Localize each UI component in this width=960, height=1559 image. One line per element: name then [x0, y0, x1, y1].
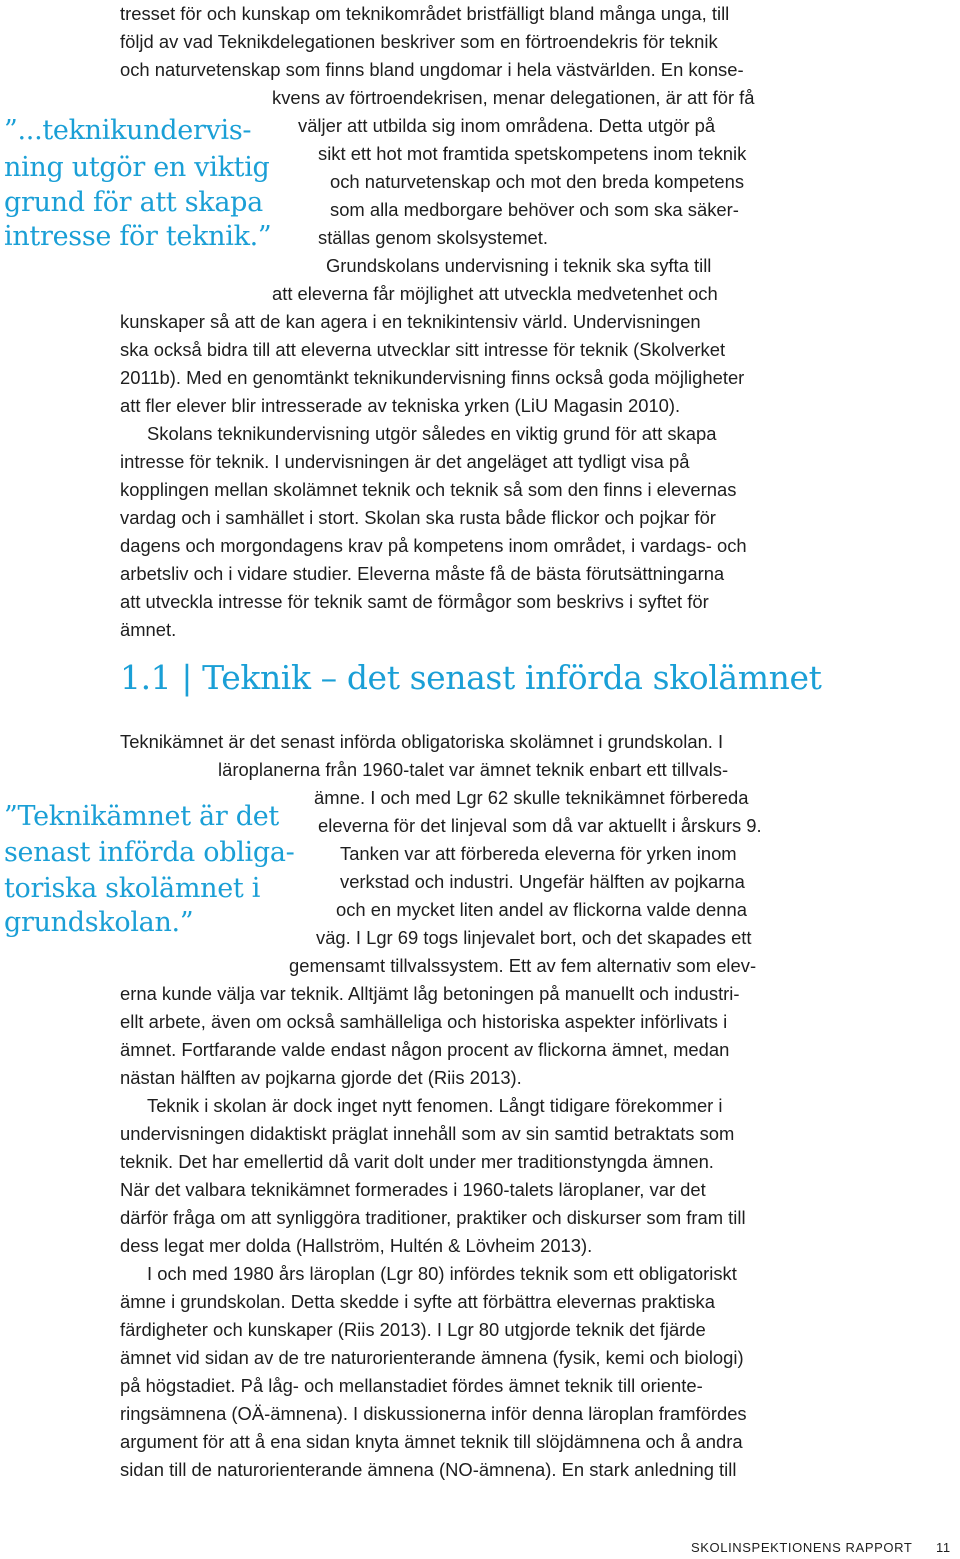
body-line: väg. I Lgr 69 togs linjevalet bort, och det skapades ett [316, 927, 752, 948]
pull-quote-line: intresse för teknik.” [4, 221, 272, 252]
body-line: ämne. I och med Lgr 62 skulle teknikämnet förbereda [314, 787, 749, 808]
pull-quote-line: senast införda obliga- [4, 837, 295, 868]
body-line: och naturvetenskap som finns bland ungdomar i hela västvärlden. En konse- [120, 59, 744, 80]
body-line: följd av vad Teknikdelegationen beskriver som en förtroendekris för teknik [120, 31, 718, 52]
body-line: vardag och i samhället i stort. Skolan ska rusta både flickor och pojkar för [120, 507, 716, 528]
body-line: ämne i grundskolan. Detta skedde i syfte att förbättra elevernas praktiska [120, 1291, 715, 1312]
body-line: argument för att å ena sidan knyta ämnet teknik till slöjdämnena och å andra [120, 1431, 743, 1452]
body-line: och en mycket liten andel av flickorna valde denna [336, 899, 747, 920]
pull-quote-line: ”Teknikämnet är det [4, 801, 279, 832]
body-line: Tanken var att förbereda eleverna för yrken inom [340, 843, 737, 864]
section-heading: 1.1 | Teknik – det senast införda skolämnet [120, 658, 822, 697]
body-line: på högstadiet. På låg- och mellanstadiet fördes ämnet teknik till oriente- [120, 1375, 703, 1396]
body-line: teknik. Det har emellertid då varit dolt under mer traditionstyngda ämnen. [120, 1151, 714, 1172]
body-line: som alla medborgare behöver och som ska säker- [330, 199, 739, 220]
body-line: dess legat mer dolda (Hallström, Hultén & Lövheim 2013). [120, 1235, 593, 1256]
body-line: verkstad och industri. Ungefär hälften av pojkarna [340, 871, 745, 892]
body-line: därför fråga om att synliggöra traditioner, praktiker och diskurser som fram till [120, 1207, 746, 1228]
body-line: Teknikämnet är det senast införda obligatoriska skolämnet i grundskolan. I [120, 731, 724, 752]
body-line: gemensamt tillvalssystem. Ett av fem alternativ som elev- [289, 955, 757, 976]
body-line: kvens av förtroendekrisen, menar delegationen, är att för få [272, 87, 755, 108]
body-line: väljer att utbilda sig inom områdena. Detta utgör på [298, 115, 716, 136]
body-line: ställas genom skolsystemet. [318, 227, 548, 248]
body-line: intresse för teknik. I undervisningen är det angeläget att tydligt visa på [120, 451, 690, 472]
body-line: att eleverna får möjlighet att utveckla medvetenhet och [272, 283, 718, 304]
body-line: eleverna för det linjeval som då var aktuellt i årskurs 9. [318, 815, 762, 836]
pull-quote-line: toriska skolämnet i [4, 873, 261, 904]
body-line: och naturvetenskap och mot den breda kompetens [330, 171, 745, 192]
body-line: läroplanerna från 1960-talet var ämnet teknik enbart ett tillvals- [218, 759, 729, 780]
body-line: sidan till de naturorienterande ämnena (NO-ämnena). En stark anledning till [120, 1459, 737, 1480]
body-line: 2011b). Med en genomtänkt teknikundervisning finns också goda möjligheter [120, 367, 745, 388]
body-line: Grundskolans undervisning i teknik ska syfta till [326, 255, 712, 276]
page-number: 11 [936, 1540, 951, 1555]
body-line: Skolans teknikundervisning utgör således en viktig grund för att skapa [147, 423, 717, 444]
body-line: ska också bidra till att eleverna utvecklar sitt intresse för teknik (Skolverket [120, 339, 726, 360]
body-line: sikt ett hot mot framtida spetskompetens inom teknik [318, 143, 747, 164]
body-line: ämnet. Fortfarande valde endast någon procent av flickorna ämnet, medan [120, 1039, 730, 1060]
body-line: När det valbara teknikämnet formerades i 1960-talets läroplaner, var det [120, 1179, 706, 1200]
body-line: ämnet. [120, 619, 177, 640]
body-line: tresset för och kunskap om teknikområdet bristfälligt bland många unga, till [120, 3, 730, 24]
pull-quote-line: grundskolan.” [4, 907, 194, 938]
body-line: färdigheter och kunskaper (Riis 2013). I Lgr 80 utgjorde teknik det fjärde [120, 1319, 706, 1340]
body-line: ellt arbete, även om också samhälleliga och historiska aspekter införlivats i [120, 1011, 728, 1032]
pull-quote-line: ”...teknikundervis- [4, 115, 252, 146]
body-line: arbetsliv och i vidare studier. Eleverna måste få de bästa förutsättningarna [120, 563, 725, 584]
body-line: nästan hälften av pojkarna gjorde det (Riis 2013). [120, 1067, 522, 1088]
body-line: I och med 1980 års läroplan (Lgr 80) infördes teknik som ett obligatoriskt [147, 1263, 737, 1284]
body-line: Teknik i skolan är dock inget nytt fenomen. Långt tidigare förekommer i [147, 1095, 723, 1116]
body-line: kunskaper så att de kan agera i en teknikintensiv värld. Undervisningen [120, 311, 701, 332]
footer-report-name: SKOLINSPEKTIONENS RAPPORT [691, 1540, 913, 1555]
body-line: ringsämnena (OÄ-ämnena). I diskussionerna inför denna läroplan framfördes [120, 1403, 747, 1424]
body-line: erna kunde välja var teknik. Alltjämt låg betoningen på manuellt och industri- [120, 983, 740, 1004]
body-line: dagens och morgondagens krav på kompetens inom området, i vardags- och [120, 535, 747, 556]
body-line: undervisningen didaktiskt präglat innehåll som av sin samtid betraktats som [120, 1123, 735, 1144]
body-line: kopplingen mellan skolämnet teknik och teknik så som den finns i elevernas [120, 479, 737, 500]
body-line: att utveckla intresse för teknik samt de förmågor som beskrivs i syftet för [120, 591, 709, 612]
pull-quote-line: grund för att skapa [4, 187, 263, 218]
pull-quote-line: ning utgör en viktig [4, 152, 270, 183]
body-line: att fler elever blir intresserade av tekniska yrken (LiU Magasin 2010). [120, 395, 681, 416]
body-line: ämnet vid sidan av de tre naturorienterande ämnena (fysik, kemi och biologi) [120, 1347, 744, 1368]
